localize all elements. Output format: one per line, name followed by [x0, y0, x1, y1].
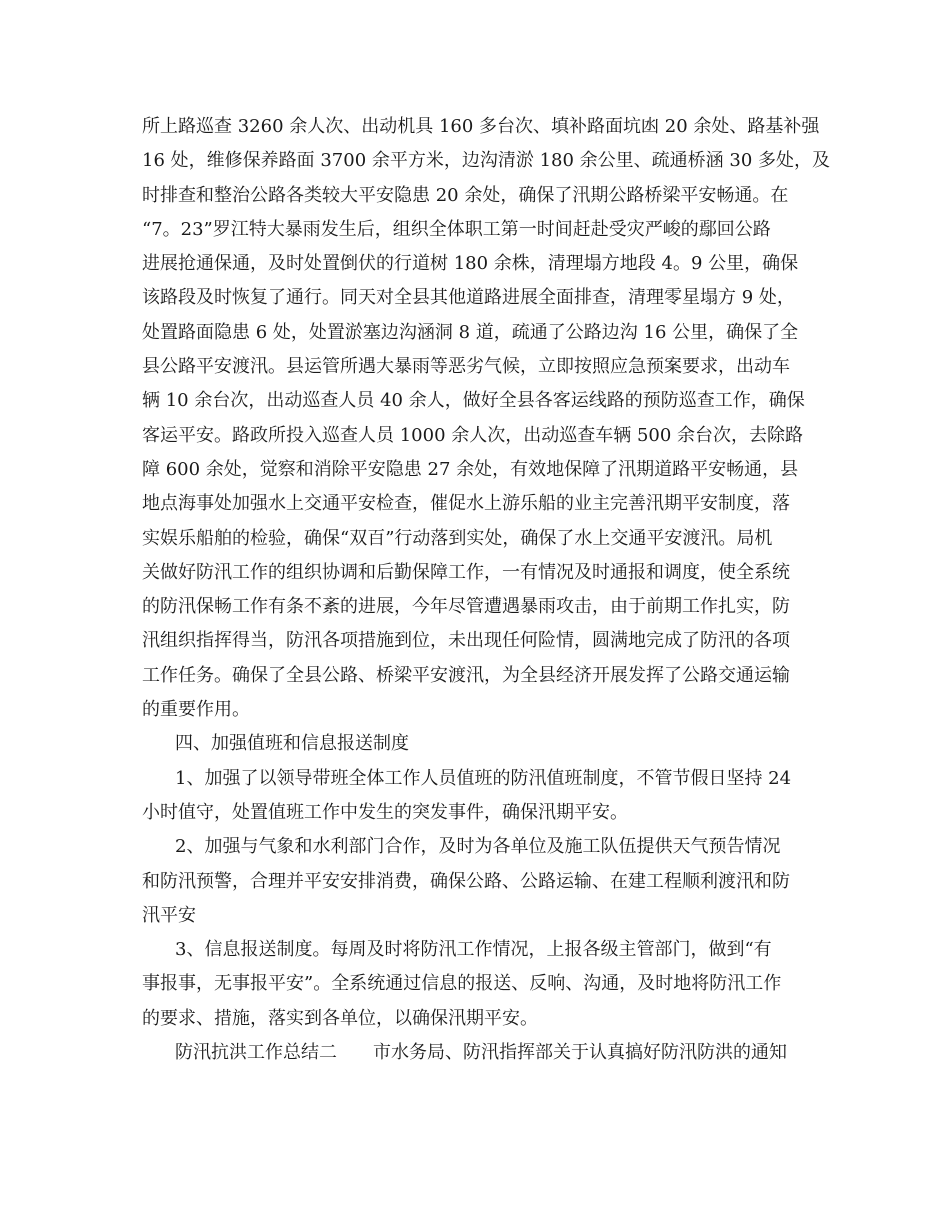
section-heading: 四、加强值班和信息报送制度 — [175, 733, 409, 755]
paragraph-line: 实娱乐船舶的检验，确保“双百”行动落到实处，确保了水上交通平安渡汛。局机 — [142, 527, 773, 549]
paragraph-line: 地点海事处加强水上交通平安检查，催促水上游乐船的业主完善汛期平安制度，落 — [142, 493, 790, 515]
paragraph-line: 关做好防汛工作的组织协调和后勤保障工作，一有情况及时通报和调度，使全系统 — [142, 561, 790, 583]
paragraph-line: 事报事，无事报平安”。全系统通过信息的报送、反响、沟通，及时地将防汛工作 — [142, 973, 782, 995]
paragraph-line: 3、信息报送制度。每周及时将防汛工作情况，上报各级主管部门，做到“有 — [175, 939, 772, 961]
paragraph-line: 16 处，维修保养路面 3700 余平方米，边沟清淤 180 余公里、疏通桥涵 30 多处，及 — [142, 150, 831, 172]
paragraph-line: 1、加强了以领导带班全体工作人员值班的防汛值班制度，不管节假日坚持 24 — [175, 767, 792, 789]
paragraph-line: 客运平安。路政所投入巡查人员 1000 余人次，出动巡查车辆 500 余台次，去除路 — [142, 424, 804, 446]
paragraph-line: 和防汛预警，合理并平安安排消费，确保公路、公路运输、在建工程顺利渡汛和防 — [142, 870, 790, 892]
paragraph-line: 进展抢通保通，及时处置倒伏的行道树 180 余株，清理塌方地段 4。9 公里，确保 — [142, 253, 799, 275]
paragraph-line: 辆 10 余台次，出动巡查人员 40 余人，做好全县各客运线路的预防巡查工作，确保 — [142, 390, 805, 412]
paragraph-line: 所上路巡查 3260 余人次、出动机具 160 多台次、填补路面坑凼 20 余处、路基补强 — [142, 116, 820, 137]
next-section-title: 防汛抗洪工作总结二 市水务局、防汛指挥部关于认真搞好防汛防洪的通知 — [175, 1042, 787, 1064]
paragraph-line: 县公路平安渡汛。县运管所遇大暴雨等恶劣气候，立即按照应急预案要求，出动车 — [142, 356, 790, 378]
paragraph-line: 该路段及时恢复了通行。同天对全县其他道路进展全面排查，清理零星塌方 9 处， — [142, 287, 795, 309]
document-body — [142, 110, 832, 1070]
paragraph-line: 汛平安 — [142, 904, 196, 926]
paragraph-line: 处置路面隐患 6 处，处置淤塞边沟涵洞 8 道，疏通了公路边沟 16 公里，确保了全 — [142, 321, 799, 343]
paragraph-line: 小时值守，处置值班工作中发生的突发事件，确保汛期平安。 — [142, 801, 628, 823]
paragraph-line: “7。23”罗江特大暴雨发生后，组织全体职工第一时间赶赴受灾严峻的鄢回公路 — [142, 218, 771, 240]
paragraph-line: 的重要作用。 — [142, 699, 250, 721]
paragraph-line: 障 600 余处，觉察和消除平安隐患 27 余处，有效地保障了汛期道路平安畅通，县 — [142, 458, 799, 480]
paragraph-line: 时排查和整治公路各类较大平安隐患 20 余处，确保了汛期公路桥梁平安畅通。在 — [142, 184, 789, 206]
paragraph-line: 工作任务。确保了全县公路、桥梁平安渡汛，为全县经济开展发挥了公路交通运输 — [142, 664, 790, 686]
paragraph-line: 的要求、措施，落实到各单位，以确保汛期平安。 — [142, 1007, 538, 1029]
paragraph-line: 的防汛保畅工作有条不紊的进展，今年尽管遭遇暴雨攻击，由于前期工作扎实，防 — [142, 596, 790, 618]
paragraph-line: 2、加强与气象和水利部门合作，及时为各单位及施工队伍提供天气预告情况 — [175, 836, 781, 858]
paragraph-line: 汛组织指挥得当，防汛各项措施到位，未出现任何险情，圆满地完成了防汛的各项 — [142, 630, 790, 652]
